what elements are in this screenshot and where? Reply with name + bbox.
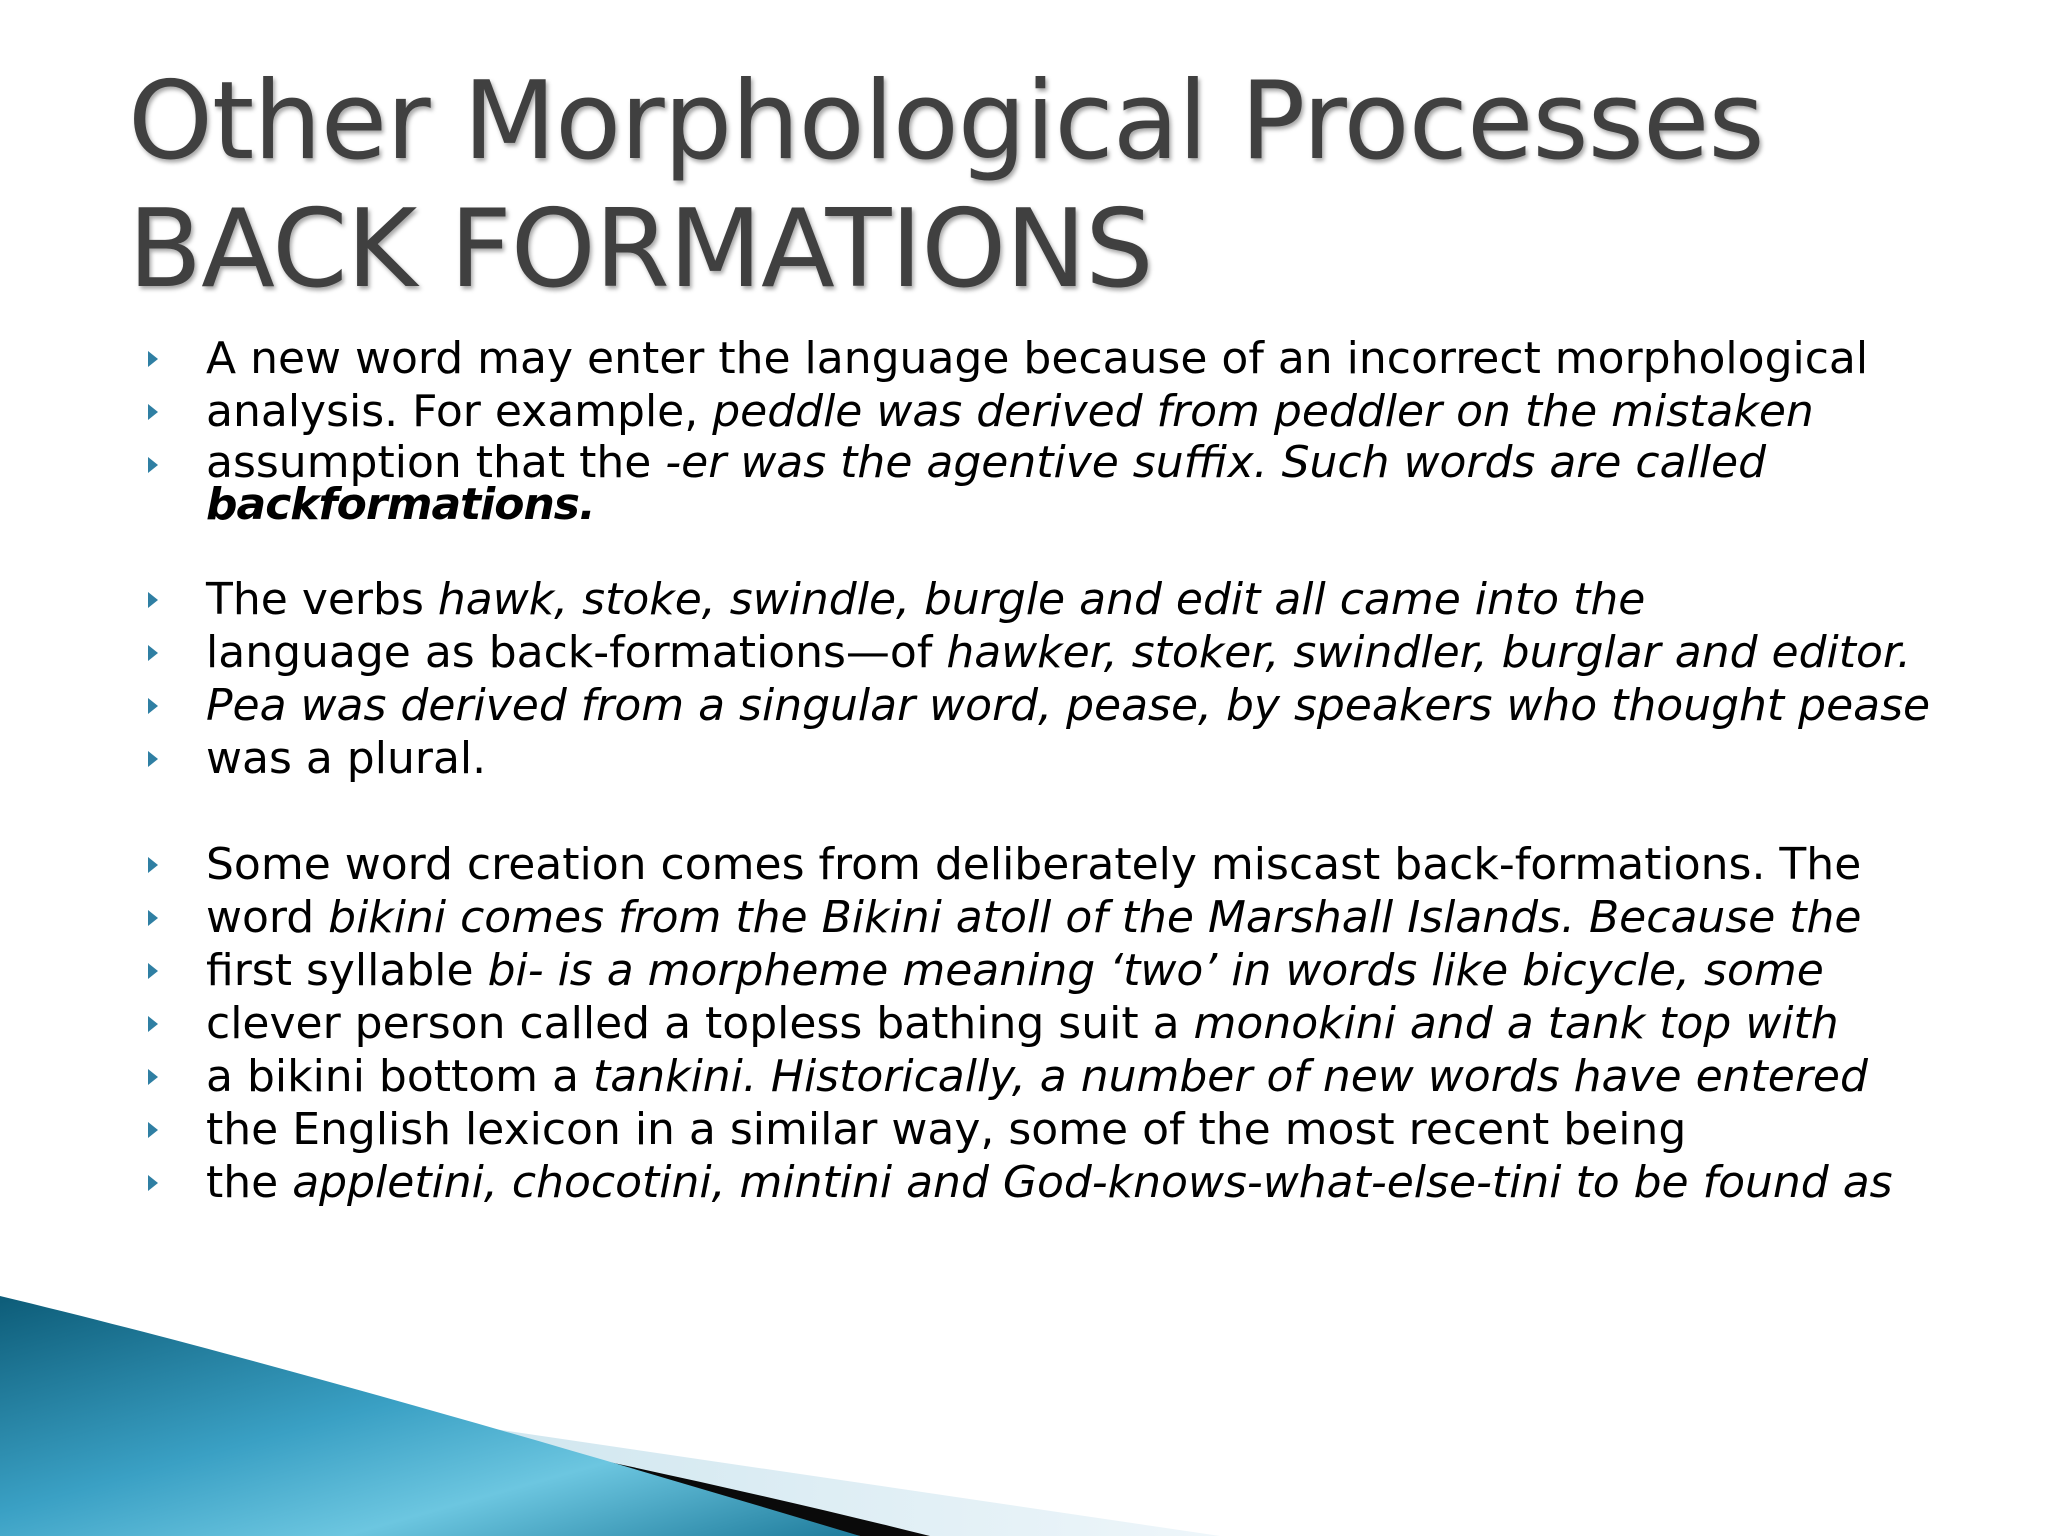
triangle-right-icon — [148, 351, 158, 367]
bullet-text: first syllable — [206, 945, 488, 996]
triangle-right-icon — [148, 910, 158, 926]
slide-title-line-1: Other Morphological Processes — [128, 59, 1764, 184]
bullet-text: the English lexicon in a similar way, some of the most recent being — [206, 1104, 1687, 1155]
bullet-text-italic: appletini, chocotini, mintini and God-knows-what-else-tini to be found as — [292, 1157, 1893, 1208]
triangle-right-icon — [148, 1016, 158, 1032]
bullet-item — [148, 437, 1968, 530]
bullet-text-italic: monokini and a tank top with — [1193, 998, 1839, 1049]
triangle-right-icon — [148, 698, 158, 714]
triangle-right-icon — [148, 645, 158, 661]
bullet-text: The verbs — [206, 574, 438, 625]
bullet-text: a bikini bottom a — [206, 1051, 593, 1102]
triangle-right-icon — [148, 751, 158, 767]
bullet-text: clever person called a topless bathing suit a — [206, 998, 1194, 1049]
triangle-right-icon — [148, 1069, 158, 1085]
bullet-item — [148, 332, 1968, 385]
bullet-text-italic: hawker, stoker, swindler, burglar and editor. — [946, 627, 1911, 678]
slide-title-line-2: BACK FORMATIONS — [128, 187, 1153, 312]
triangle-right-icon — [148, 592, 158, 608]
bullet-item — [148, 626, 1968, 679]
bullet-item — [148, 891, 1968, 944]
bullet-item — [148, 385, 1968, 438]
bullet-text-italic: Pea was derived from a singular word, pease, by speakers who thought pease — [206, 680, 1931, 731]
triangle-right-icon — [148, 963, 158, 979]
bullet-item — [148, 1103, 1968, 1156]
bullet-text: was a plural. — [206, 733, 487, 784]
bullet-item — [148, 944, 1968, 997]
bullet-continuation: backformations. — [206, 479, 595, 530]
bullet-text-italic: -er was the agentive suffix. Such words are called — [665, 437, 1767, 488]
bullet-item — [148, 679, 1968, 732]
slide-title — [128, 58, 1988, 314]
bullet-text-italic: bikini comes from the Bikini atoll of the Marshall Islands. Because the — [328, 892, 1862, 943]
bullet-item — [148, 1050, 1968, 1103]
triangle-right-icon — [148, 857, 158, 873]
bullet-text: Some word creation comes from deliberately miscast back-formations. The — [206, 839, 1862, 890]
triangle-right-icon — [148, 1175, 158, 1191]
bullet-text-italic: bi- is a morpheme meaning ‘two’ in words like bicycle, some — [487, 945, 1824, 996]
bullet-item — [148, 573, 1968, 626]
list-spacer — [148, 785, 1968, 838]
bullet-list — [148, 332, 1968, 1209]
bullet-text: analysis. For example, — [206, 386, 713, 437]
bullet-text-italic: tankini. Historically, a number of new words have entered — [592, 1051, 1868, 1102]
bullet-text-italic: hawk, stoke, swindle, burgle and edit all came into the — [437, 574, 1646, 625]
bullet-text: word — [206, 892, 329, 943]
corner-swoosh-decoration — [0, 1296, 2048, 1536]
bullet-item — [148, 732, 1968, 785]
triangle-right-icon — [148, 1122, 158, 1138]
bullet-item — [148, 997, 1968, 1050]
bullet-text: A new word may enter the language because of an incorrect morphological — [206, 333, 1869, 384]
bullet-item — [148, 838, 1968, 891]
bullet-text: language as back-formations—of — [206, 627, 947, 678]
bullet-text: assumption that the — [206, 437, 666, 488]
triangle-right-icon — [148, 404, 158, 420]
bullet-text-italic: peddle was derived from peddler on the mistaken — [712, 386, 1814, 437]
bullet-text: the — [206, 1157, 293, 1208]
triangle-right-icon — [148, 457, 158, 473]
teal-swoosh — [0, 1296, 860, 1536]
bullet-item — [148, 1156, 1968, 1209]
